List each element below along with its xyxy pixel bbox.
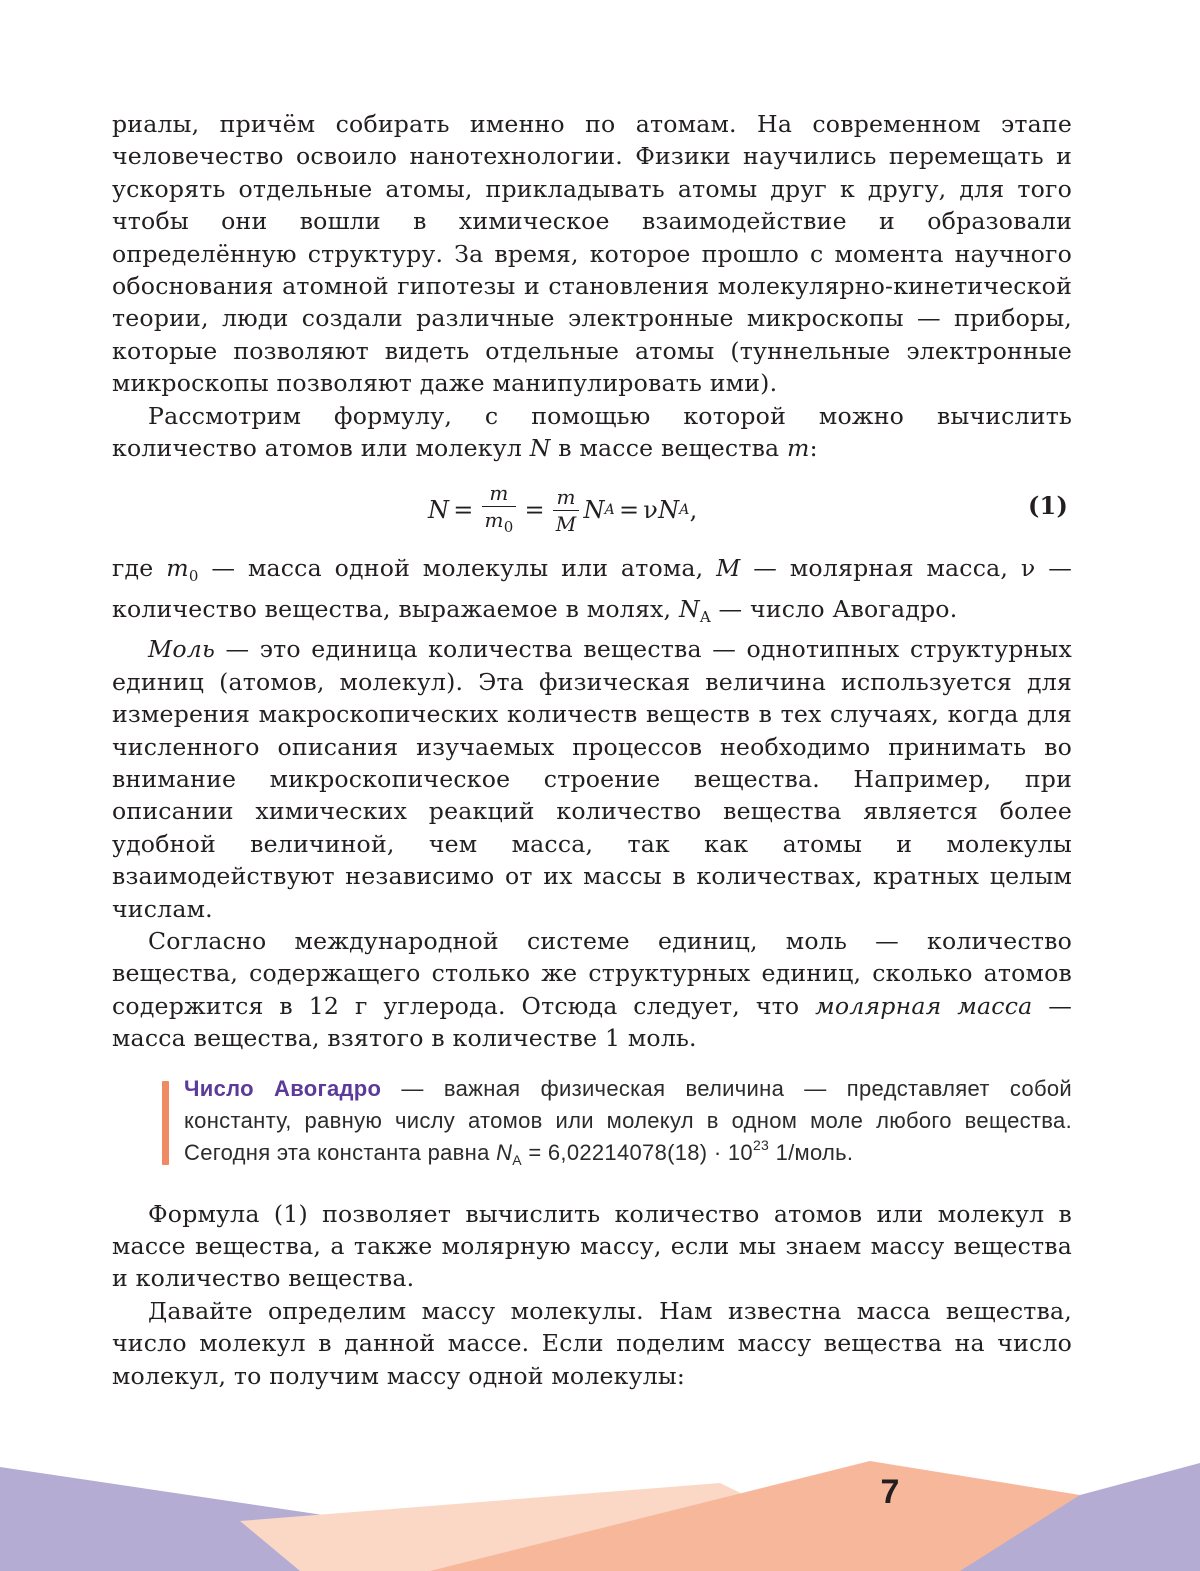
- text-run: в массе вещества: [550, 434, 788, 463]
- paragraph-formula-usage: Формула (1) позволяет вычислить количество атомов или молекул в массе вещества, а также молярную массу, если мы знаем массу вещества и количество вещества.: [112, 1199, 1072, 1293]
- m0-subscript: 0: [188, 567, 199, 586]
- text-run: :: [809, 434, 818, 463]
- formula-NA: N: [583, 496, 605, 525]
- text-run: Рассмотрим формулу, с помощью которой можно вычислить количество атомов или молекул: [112, 401, 1072, 463]
- fraction-denominator: [482, 506, 517, 540]
- main-text: [112, 108, 1072, 1392]
- exponent: 23: [752, 1136, 770, 1153]
- term-mole: Моль: [148, 635, 216, 664]
- paragraph-mole: [112, 633, 1072, 925]
- callout-var-NA: N: [496, 1139, 513, 1165]
- fraction-m-over-M: [553, 484, 580, 537]
- avogadro-callout: [150, 1073, 1072, 1176]
- m0-base: m: [484, 508, 504, 533]
- formula-nu: ν: [643, 496, 659, 525]
- callout-text: [184, 1073, 1072, 1176]
- formula-1: [428, 468, 697, 552]
- paragraph-definitions: [112, 552, 1072, 633]
- var-m: m: [787, 434, 810, 463]
- NA-subscript: A: [604, 502, 615, 519]
- formula-comma: ,: [689, 496, 698, 525]
- text-run: — масса вещества, взятого в количестве 1 моль.: [112, 991, 1073, 1053]
- fraction-numerator: m: [489, 481, 509, 506]
- paragraph-molar-mass: [112, 925, 1072, 1055]
- text-run: — это единица количества вещества — однотипных структурных единиц (атомов, молекул). Эта физическая величина используется для измерения макроскопических количеств веществ в тех случаях, когда для численного описания изучаемых процессов необходимо принимать во внимание микроскопическое строение вещества. Например, при описании химических реакций количество вещества является более удобной величиной, чем масса, так как атомы и молекулы взаимодействуют независимо от их массы в количествах, кратных целым числам.: [112, 635, 1072, 923]
- text-run: Согласно международной системе единиц, моль — количество вещества, содержащего столько же структурных единиц, сколько атомов содержится в 12 г углерода. Отсюда следует, что: [112, 926, 1072, 1020]
- var-M: M: [716, 554, 741, 583]
- NA-subscript: A: [699, 607, 711, 626]
- fraction-m-over-m0: [482, 480, 517, 540]
- m0-subscript: 0: [503, 518, 514, 537]
- text-run: = 6,02214078(18) · 10: [521, 1139, 753, 1165]
- formula-NA: N: [658, 496, 680, 525]
- formula-N: N: [428, 496, 450, 525]
- equation-number: (1): [1027, 491, 1068, 521]
- paragraph-formula-intro: [112, 400, 1072, 465]
- formula-block: [112, 468, 1072, 552]
- text-run: где: [112, 554, 167, 583]
- text-run: — масса одной молекулы или атома,: [198, 554, 717, 583]
- var-m0: m: [166, 554, 189, 583]
- text-run: — важная физическая величина — представляет собой константу, равную числу атомов или молекул в одном моле любого вещества. Сегодня эта константа равна: [184, 1075, 1072, 1165]
- callout-accent-bar: [162, 1081, 169, 1165]
- fraction-numerator: m: [556, 484, 576, 509]
- footer-decoration: [0, 1461, 1200, 1571]
- text-run: — число Авогадро.: [710, 594, 958, 623]
- paragraph-molecule-mass: Давайте определим массу молекулы. Нам известна масса вещества, число молекул в данной массе. Если поделим массу вещества на число молекул, то получим массу одной молекулы:: [112, 1296, 1072, 1390]
- var-N: N: [529, 434, 551, 463]
- var-NA: N: [678, 594, 700, 623]
- text-run: 1/моль.: [769, 1139, 854, 1165]
- NA-subscript: A: [512, 1151, 522, 1168]
- NA-subscript: A: [679, 502, 690, 519]
- callout-term: Число Авогадро: [184, 1075, 382, 1101]
- text-run: — молярная масса, ν — количество вещества, выражаемое в молях,: [112, 554, 1072, 623]
- paragraph-continuation: риалы, причём собирать именно по атомам. На современном этапе человечество освоило нанотехнологии. Физики научились перемещать и ускорять отдельные атомы, прикладывать атомы друг к другу, для того чтобы они вошли в химическое взаимодействие и образовали определённую структуру. За время, которое прошло с момента научного обоснования атомной гипотезы и становления молекулярно-кинетической теории, люди создали различные электронные микроскопы — приборы, которые позволяют видеть отдельные атомы (туннельные электронные микроскопы позволяют даже манипулировать ими).: [112, 110, 1072, 398]
- equals-sign: =: [453, 496, 474, 525]
- equals-sign: =: [618, 496, 640, 525]
- term-molar-mass: молярная масса: [815, 991, 1033, 1020]
- page-number: 7: [880, 1473, 900, 1511]
- equals-sign: =: [524, 496, 545, 525]
- fraction-denominator: M: [553, 510, 580, 537]
